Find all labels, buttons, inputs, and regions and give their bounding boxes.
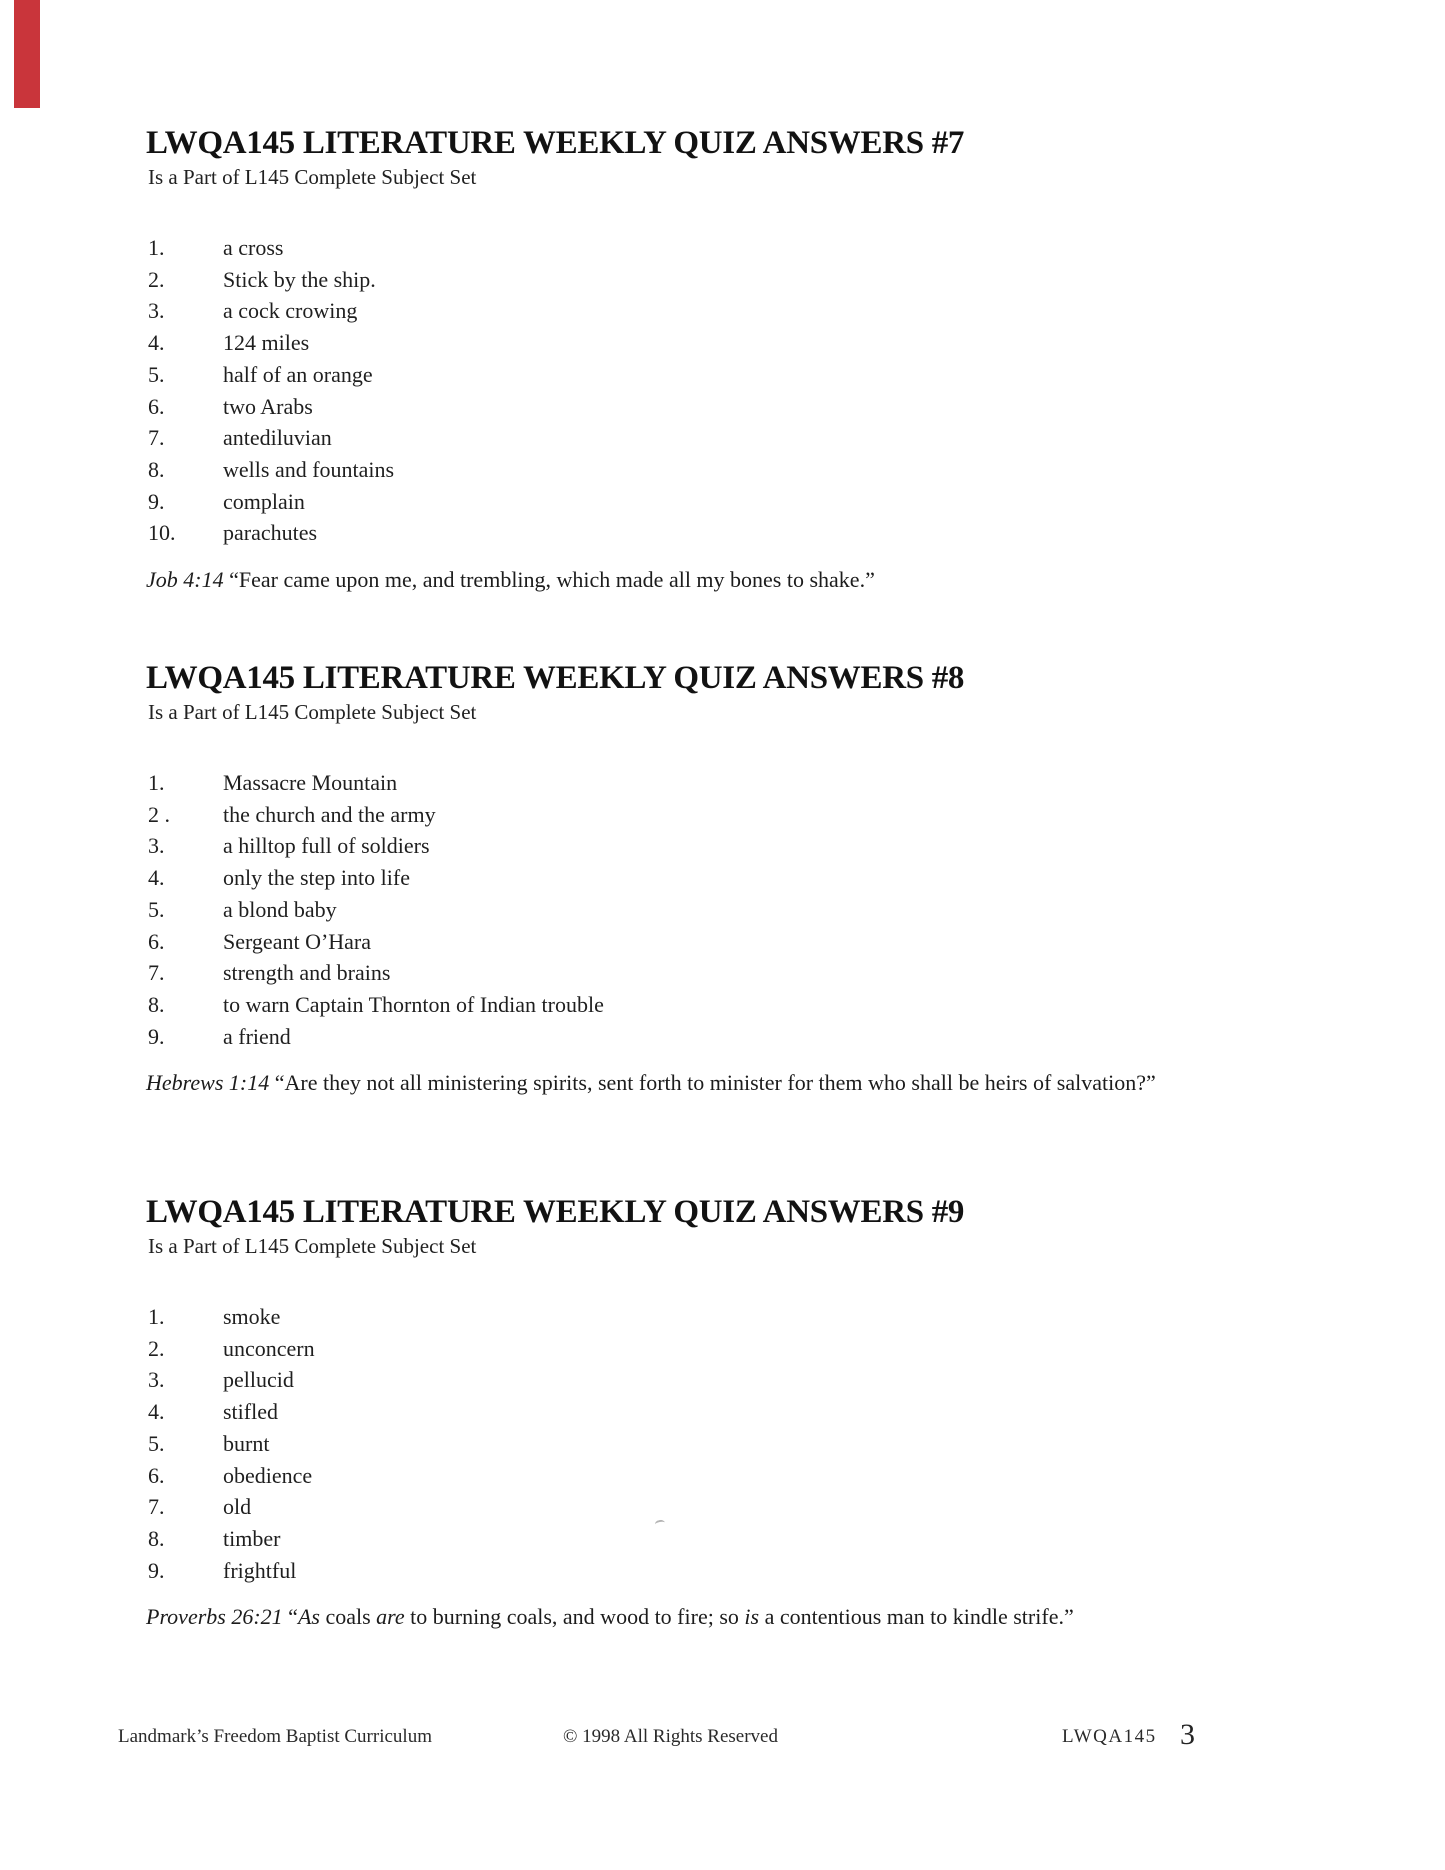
answer-row xyxy=(148,232,1226,264)
answer-text: two Arabs xyxy=(223,393,313,419)
answer-text: obedience xyxy=(223,1462,313,1488)
answer-number: 3. xyxy=(148,298,165,324)
answer-number: 3. xyxy=(148,833,165,859)
answer-row xyxy=(148,517,1226,549)
footer-doc-code: LWQA145 xyxy=(1062,1726,1157,1747)
answer-row xyxy=(148,1021,1226,1053)
answer-number: 2 . xyxy=(148,801,170,827)
answer-row xyxy=(148,767,1226,799)
scripture-segment: coals xyxy=(319,1604,377,1630)
answer-list xyxy=(148,767,1226,1052)
page-footer xyxy=(0,1718,1445,1768)
scripture-segment: “Are they not all ministering spirits, sent forth to minister for them who shall be heirs of salvation?” xyxy=(269,1070,1156,1096)
answer-number: 4. xyxy=(148,330,165,356)
scripture-segment: are xyxy=(376,1604,405,1630)
answer-text: antediluvian xyxy=(223,425,332,451)
scripture-text xyxy=(283,1604,1074,1629)
answer-number: 3. xyxy=(148,1367,165,1393)
scripture-text xyxy=(224,567,875,592)
scripture-reference: Hebrews 1:14 xyxy=(146,1070,270,1096)
answer-text: Stick by the ship. xyxy=(223,266,376,292)
answer-row xyxy=(148,1460,1226,1492)
answer-row xyxy=(148,1301,1226,1333)
answer-text: a cross xyxy=(223,235,284,260)
answer-row xyxy=(148,454,1226,486)
answer-number: 6. xyxy=(148,1462,165,1488)
answer-row xyxy=(148,989,1226,1021)
answer-text: smoke xyxy=(223,1304,281,1329)
answer-text: frightful xyxy=(223,1557,297,1583)
answer-number: 8. xyxy=(148,456,165,482)
answer-text: pellucid xyxy=(223,1367,294,1393)
scripture-segment: As xyxy=(297,1604,320,1630)
scripture-text xyxy=(269,1070,1156,1095)
answer-text: a blond baby xyxy=(223,896,337,922)
answer-row xyxy=(148,1491,1226,1523)
footer-publisher: Landmark’s Freedom Baptist Curriculum xyxy=(118,1726,432,1747)
scripture-quote xyxy=(146,1068,1212,1099)
scan-red-tape-mark xyxy=(14,0,40,108)
scripture-segment: to burning coals, and wood to fire; so xyxy=(404,1604,745,1630)
answer-number: 4. xyxy=(148,1399,165,1425)
scripture-reference: Job 4:14 xyxy=(146,567,224,593)
answer-row xyxy=(148,1555,1226,1587)
answer-number: 10. xyxy=(148,520,176,546)
answer-row xyxy=(148,1333,1226,1365)
answer-row xyxy=(148,957,1226,989)
answer-number: 4. xyxy=(148,865,165,891)
scripture-segment: is xyxy=(744,1604,760,1630)
answer-number: 7. xyxy=(148,960,165,986)
answer-number: 5. xyxy=(148,1430,165,1456)
quiz-answers-section xyxy=(146,660,1226,1099)
answer-number: 1. xyxy=(148,235,165,260)
section-subtitle: Is a Part of L145 Complete Subject Set xyxy=(148,1234,477,1258)
answer-text: stifled xyxy=(223,1399,278,1425)
answer-number: 6. xyxy=(148,393,165,419)
answer-text: a hilltop full of soldiers xyxy=(223,833,430,859)
answer-text: strength and brains xyxy=(223,960,391,986)
answer-row xyxy=(148,295,1226,327)
answer-row xyxy=(148,830,1226,862)
section-title: LWQA145 LITERATURE WEEKLY QUIZ ANSWERS #7 xyxy=(146,125,965,161)
answer-text: wells and fountains xyxy=(223,456,395,482)
answer-row xyxy=(148,862,1226,894)
scripture-segment: “ xyxy=(282,1604,298,1630)
answer-row xyxy=(148,926,1226,958)
answer-text: only the step into life xyxy=(223,865,410,891)
section-subtitle: Is a Part of L145 Complete Subject Set xyxy=(148,165,477,189)
scripture-reference: Proverbs 26:21 xyxy=(146,1604,283,1630)
answer-text: 124 miles xyxy=(223,330,310,356)
answer-text: timber xyxy=(223,1525,281,1551)
quiz-answers-section xyxy=(146,125,1226,596)
answer-row xyxy=(148,894,1226,926)
answer-row xyxy=(148,264,1226,296)
answer-number: 9. xyxy=(148,488,165,514)
scripture-segment: “Fear came upon me, and trembling, which made all my bones to shake.” xyxy=(223,567,875,593)
answer-list xyxy=(148,232,1226,549)
answer-text: burnt xyxy=(223,1430,270,1456)
answer-text: the church and the army xyxy=(223,801,436,827)
answer-text: a friend xyxy=(223,1023,291,1049)
answer-list xyxy=(148,1301,1226,1586)
section-title: LWQA145 LITERATURE WEEKLY QUIZ ANSWERS #9 xyxy=(146,1194,965,1230)
answer-number: 8. xyxy=(148,991,165,1017)
answer-row xyxy=(148,799,1226,831)
scripture-quote xyxy=(146,565,1212,596)
answer-number: 1. xyxy=(148,770,165,795)
answer-row xyxy=(148,422,1226,454)
answer-number: 9. xyxy=(148,1023,165,1049)
answer-text: half of an orange xyxy=(223,361,373,387)
answer-text: a cock crowing xyxy=(223,298,358,324)
answer-text: to warn Captain Thornton of Indian trouble xyxy=(223,991,604,1017)
answer-number: 5. xyxy=(148,361,165,387)
answer-number: 7. xyxy=(148,1494,165,1520)
answer-number: 7. xyxy=(148,425,165,451)
quiz-answers-section xyxy=(146,1194,1226,1633)
section-subtitle: Is a Part of L145 Complete Subject Set xyxy=(148,700,477,724)
answer-text: old xyxy=(223,1494,252,1520)
answer-row xyxy=(148,1523,1226,1555)
answer-text: complain xyxy=(223,488,305,514)
answer-row xyxy=(148,1396,1226,1428)
answer-number: 6. xyxy=(148,928,165,954)
answer-number: 9. xyxy=(148,1557,165,1583)
answer-text: parachutes xyxy=(223,520,318,546)
footer-copyright: © 1998 All Rights Reserved xyxy=(563,1726,778,1747)
answer-row xyxy=(148,359,1226,391)
scripture-quote xyxy=(146,1602,1212,1633)
answer-text: Sergeant O’Hara xyxy=(223,928,372,954)
section-title: LWQA145 LITERATURE WEEKLY QUIZ ANSWERS #8 xyxy=(146,660,965,696)
answer-text: Massacre Mountain xyxy=(223,770,398,795)
answer-number: 2. xyxy=(148,266,165,292)
answer-row xyxy=(148,327,1226,359)
answer-row xyxy=(148,391,1226,423)
answer-row xyxy=(148,1428,1226,1460)
answer-text: unconcern xyxy=(223,1335,315,1361)
answer-row xyxy=(148,1364,1226,1396)
answer-number: 1. xyxy=(148,1304,165,1329)
answer-row xyxy=(148,486,1226,518)
footer-page-number: 3 xyxy=(1180,1718,1195,1751)
answer-number: 8. xyxy=(148,1525,165,1551)
answer-number: 2. xyxy=(148,1335,165,1361)
answer-number: 5. xyxy=(148,896,165,922)
scripture-segment: a contentious man to kindle strife.” xyxy=(759,1604,1074,1630)
